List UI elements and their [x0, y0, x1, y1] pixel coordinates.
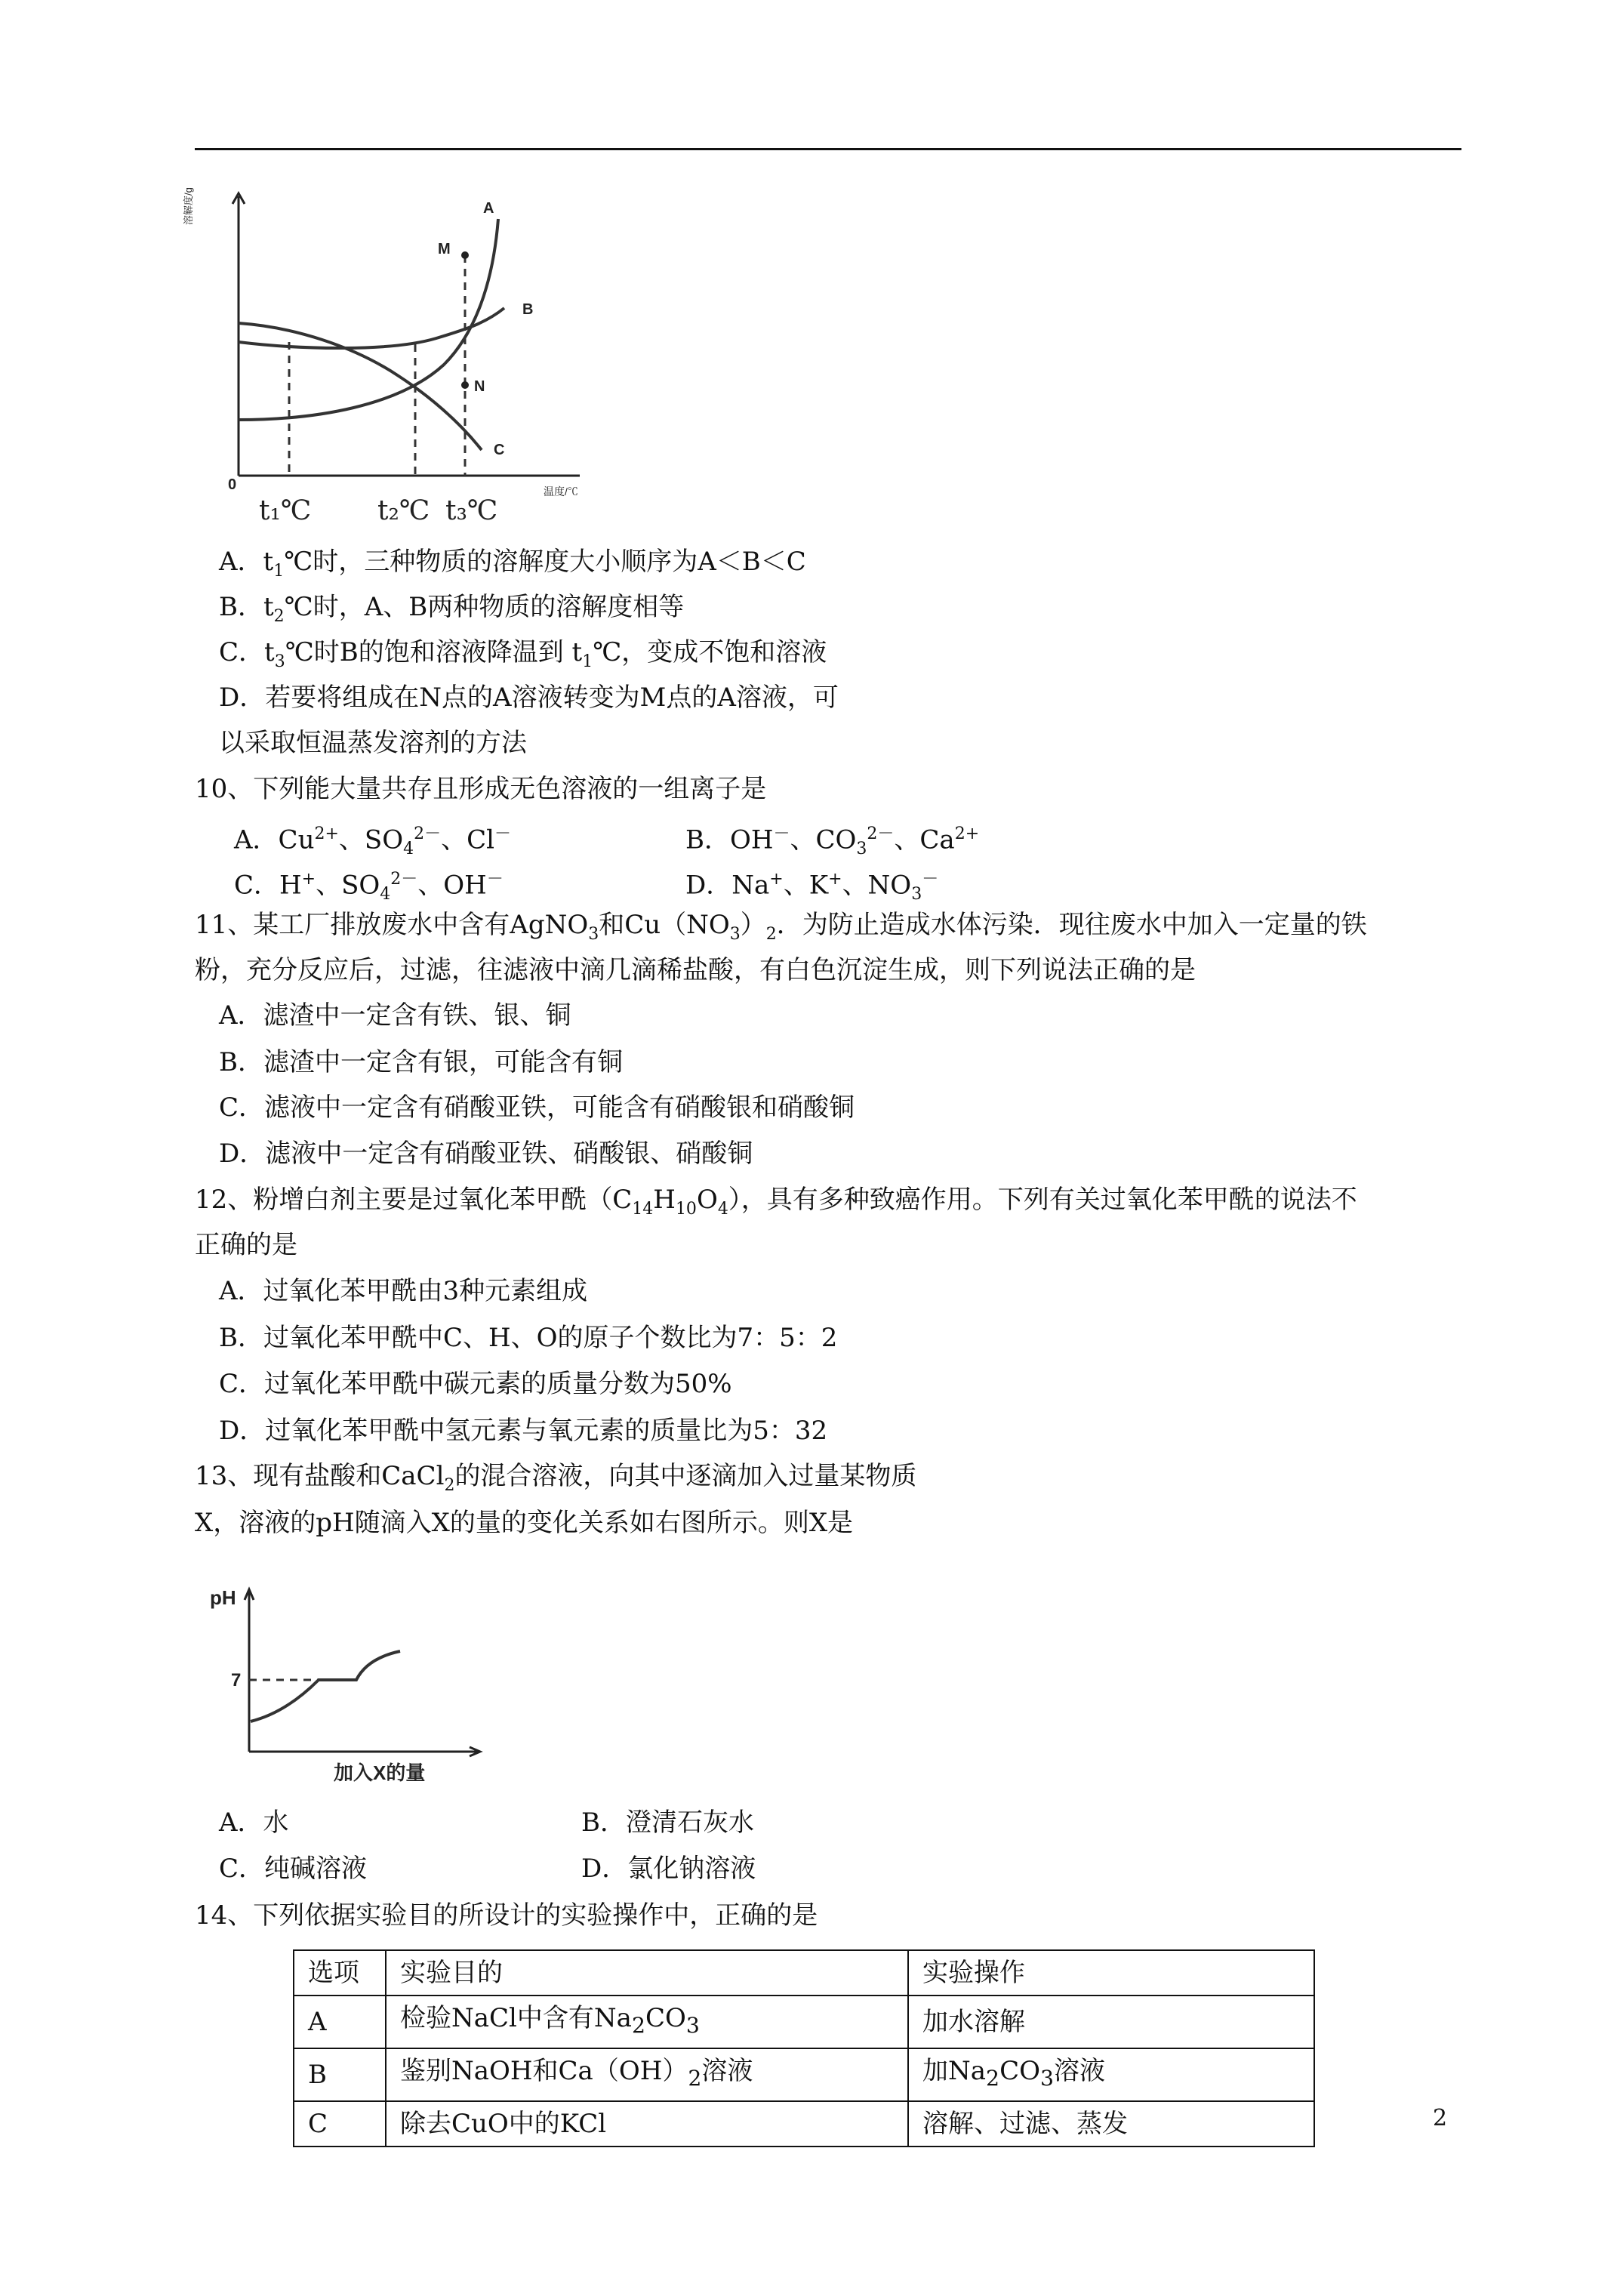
q11-option-a: A．滤渣中一定含有铁、银、铜 [219, 1000, 571, 1031]
point-m [461, 251, 469, 259]
row-b-operation: 加$Na_2CO_3$溶液 [908, 2048, 1314, 2101]
tick-t2: t₂℃ [377, 495, 430, 526]
q12-option-a: A．过氧化苯甲酰由3种元素组成 [219, 1276, 588, 1306]
table-header-row [294, 1950, 1314, 1996]
q11-stem-line2: 粉，充分反应后，过滤，往滤液中滴几滴稀盐酸，有白色沉淀生成，则下列说法正确的是 [195, 955, 1196, 985]
q12-stem-line1: 12、粉增白剂主要是过氧化苯甲酰$(C_{14}H_{10}O_4)$，具有多种致癌作用。下列有关过氧化苯甲酰的说法不 [195, 1185, 1357, 1219]
q9-option-a: A．$t_1℃$时，三种物质的溶解度大小顺序为A＜B＜C [219, 547, 806, 581]
label-c: C [494, 442, 505, 458]
q11-option-d: D．滤液中一定含有硝酸亚铁、硝酸银、硝酸铜 [219, 1139, 753, 1169]
q9-option-b: B．$t_2℃$时，A、B两种物质的溶解度相等 [219, 592, 685, 626]
row-b-option: B [294, 2048, 386, 2101]
q11-option-b: B．滤渣中一定含有银，可能含有铜 [219, 1047, 623, 1077]
q13-option-a: A．水 [219, 1808, 289, 1838]
q13-option-d: D．氯化钠溶液 [581, 1854, 756, 1884]
label-n: N [474, 378, 485, 395]
label-b: B [522, 301, 534, 318]
page-number: 2 [1433, 2105, 1448, 2131]
q10-stem: 10、下列能大量共存且形成无色溶液的一组离子是 [195, 774, 767, 804]
ph-x-label: 加入X的量 [334, 1761, 426, 1784]
row-a-purpose: 检验NaCl中含有$Na_2CO_3$ [386, 1996, 908, 2048]
q13-stem-line1: 13、现有盐酸和CaCl$_2$的混合溶液，向其中逐滴加入过量某物质 [195, 1461, 917, 1495]
q11-stem-line1: 11、某工厂排放废水中含有AgNO$_3$和$Cu(NO_3)_2$．为防止造成水体污染．现往废水中加入一定量的铁 [195, 910, 1367, 944]
header-purpose: 实验目的 [386, 1950, 908, 1996]
q14-stem: 14、下列依据实验目的所设计的实验操作中，正确的是 [195, 1900, 818, 1931]
row-a-operation: 加水溶解 [908, 1996, 1314, 2048]
ph-seven-tick: 7 [231, 1670, 242, 1690]
table-row [294, 1996, 1314, 2048]
q13-option-b: B．澄清石灰水 [581, 1808, 754, 1838]
point-n [461, 381, 469, 389]
ph-curve [251, 1651, 400, 1721]
q12-option-d: D．过氧化苯甲酰中氢元素与氧元素的质量比为5：32 [219, 1416, 828, 1446]
y-axis-label: 溶解度/g [183, 187, 194, 225]
tick-t3: t₃℃ [445, 495, 498, 526]
q13-option-c: C．纯碱溶液 [219, 1854, 368, 1884]
curve-a [239, 219, 498, 420]
header-operation: 实验操作 [908, 1950, 1314, 1996]
q11-option-c: C．滤液中一定含有硝酸亚铁，可能含有硝酸银和硝酸铜 [219, 1093, 855, 1123]
q12-option-c: C．过氧化苯甲酰中碳元素的质量分数为50% [219, 1369, 732, 1399]
origin-label: 0 [228, 476, 237, 493]
q14-table [293, 1949, 1315, 2147]
q9-option-c: C．$t_3℃$时B的饱和溶液降温到 $t_1℃$，变成不饱和溶液 [219, 637, 827, 671]
curve-c [239, 323, 482, 450]
table-row [294, 2048, 1314, 2101]
row-c-purpose: 除去CuO中的KCl [386, 2101, 908, 2147]
q12-stem-line2: 正确的是 [195, 1230, 297, 1260]
header-option: 选项 [294, 1950, 386, 1996]
header-rule [195, 148, 1461, 150]
label-a: A [483, 200, 494, 217]
ph-y-label: pH [210, 1586, 236, 1609]
row-b-purpose: 鉴别NaOH和$Ca(OH)_2$溶液 [386, 2048, 908, 2101]
q13-stem-line2: X，溶液的pH随滴入X的量的变化关系如右图所示。则X是 [195, 1508, 854, 1538]
solubility-graph [183, 180, 625, 535]
x-axis-label: 温度/℃ [544, 485, 578, 498]
ph-graph [198, 1582, 500, 1793]
q10-option-c: C．H+、$SO_4^{2-}$、OH－ [234, 870, 504, 905]
q9-option-d-line2: 以采取恒温蒸发溶剂的方法 [219, 728, 527, 758]
label-m: M [438, 241, 451, 257]
q9-option-d-line1: D．若要将组成在N点的A溶液转变为M点的A溶液，可 [219, 683, 839, 713]
q12-option-b: B．过氧化苯甲酰中C、H、O的原子个数比为7：5：2 [219, 1323, 838, 1353]
row-c-option: C [294, 2101, 386, 2147]
q10-option-a: A．$Cu^{2+}$、$SO_4^{2-}$、Cl－ [234, 824, 511, 859]
table-row [294, 2101, 1314, 2147]
q10-option-d: D．Na+、K+、$NO_3^-$ [685, 870, 939, 905]
row-a-option: A [294, 1996, 386, 2048]
row-c-operation: 溶解、过滤、蒸发 [908, 2101, 1314, 2147]
q10-option-b: B．OH－、$CO_3^{2-}$、$Ca^{2+}$ [685, 824, 980, 859]
tick-t1: t₁℃ [259, 495, 312, 526]
